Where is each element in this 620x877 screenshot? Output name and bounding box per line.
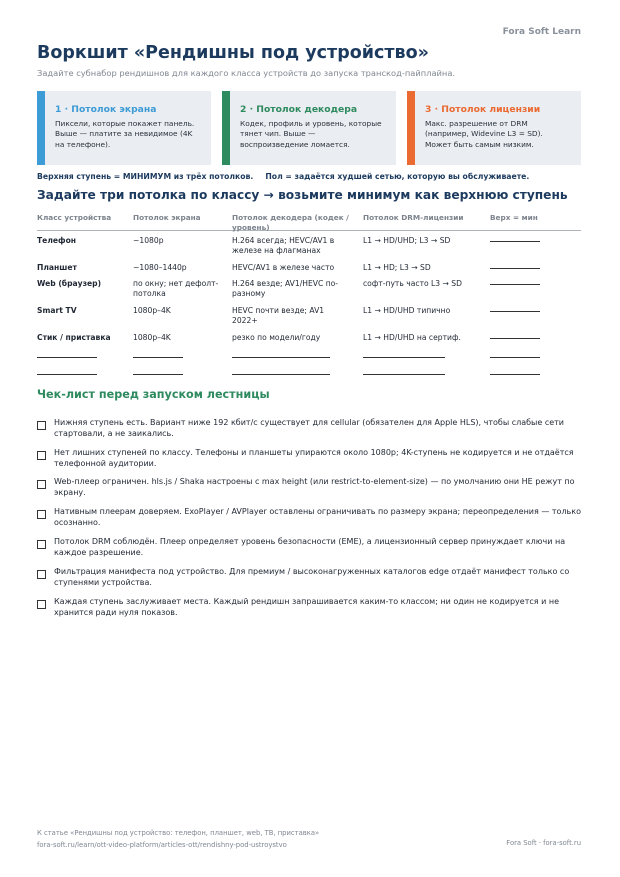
blank-top-min[interactable] bbox=[490, 311, 540, 312]
checklist-text: Нижняя ступень есть. Вариант ниже 192 кбит/с существует для cellular (обязателен для Apple HLS), чтобы слабые сети стартовали, а не заикались. bbox=[54, 418, 564, 438]
card-text: Макс. разрешение от DRM (например, Widevine L3 = SD). Может быть самым низким. bbox=[425, 119, 543, 149]
checklist-text: Нативным плеерам доверяем. ExoPlayer / AVPlayer оставлены ограничивать по размеру экрана; переопределения — только осознанно. bbox=[54, 507, 581, 527]
table-row bbox=[37, 333, 581, 347]
cell-decoder: HEVC почти везде; AV1 2022+ bbox=[232, 306, 325, 325]
checkbox[interactable] bbox=[37, 510, 46, 519]
cell-decoder: HEVC/AV1 в железе часто bbox=[232, 263, 335, 272]
card-accent-bar bbox=[37, 91, 45, 165]
table-row-blank[interactable] bbox=[37, 366, 581, 380]
header-decoder-ceiling: Потолок декодера (кодек / уровень) bbox=[232, 213, 349, 232]
cell-device: Телефон bbox=[37, 236, 77, 245]
footer-right[interactable]: Fora Soft · fora-soft.ru bbox=[506, 839, 581, 847]
header-top-min: Верх = мин bbox=[490, 213, 538, 222]
header-device-class: Класс устройства bbox=[37, 213, 112, 222]
table-row-blank[interactable] bbox=[37, 349, 581, 363]
cell-drm: L1 → HD; L3 → SD bbox=[363, 263, 431, 272]
header-drm-ceiling: Потолок DRM-лицензии bbox=[363, 213, 464, 222]
page-title: Воркшит «Рендишны под устройство» bbox=[37, 43, 429, 63]
cell-screen: по окну; нет дефолт-потолка bbox=[133, 279, 219, 298]
checkbox[interactable] bbox=[37, 540, 46, 549]
table-row bbox=[37, 279, 581, 303]
blank-top-min[interactable] bbox=[490, 241, 540, 242]
cell-screen: 1080p–4K bbox=[133, 306, 171, 315]
cell-device: Smart TV bbox=[37, 306, 77, 315]
blank-top-min[interactable] bbox=[490, 284, 540, 285]
checklist-text: Web-плеер ограничен. hls.js / Shaka настроены с max height (или restrict-to-element-size) — по умолчанию они НЕ режут по экрану. bbox=[54, 477, 575, 497]
card-title: 3 · Потолок лицензии bbox=[425, 104, 541, 115]
blank-drm[interactable] bbox=[363, 374, 445, 375]
blank-screen[interactable] bbox=[133, 374, 183, 375]
table-header bbox=[37, 212, 581, 231]
card-decoder-ceiling bbox=[222, 91, 396, 165]
card-title: 1 · Потолок экрана bbox=[55, 104, 157, 115]
blank-top-min[interactable] bbox=[490, 268, 540, 269]
blank-top-min[interactable] bbox=[490, 357, 540, 358]
cell-decoder: H.264 везде; AV1/HEVC по-разному bbox=[232, 279, 339, 298]
checkbox[interactable] bbox=[37, 421, 46, 430]
card-screen-ceiling bbox=[37, 91, 211, 165]
cell-screen: 1080p–4K bbox=[133, 333, 171, 342]
checkbox[interactable] bbox=[37, 480, 46, 489]
card-accent-bar bbox=[407, 91, 415, 165]
rule-top: Верхняя ступень = МИНИМУМ из трёх потолков. bbox=[37, 172, 254, 181]
footer-link[interactable]: fora-soft.ru/learn/ott-video-platform/articles-ott/rendishny-pod-ustroystvo bbox=[37, 841, 287, 849]
cell-decoder: резко по модели/году bbox=[232, 333, 321, 342]
blank-top-min[interactable] bbox=[490, 374, 540, 375]
footer-left bbox=[37, 827, 319, 851]
header-screen-ceiling: Потолок экрана bbox=[133, 213, 201, 222]
cell-drm: L1 → HD/UHD; L3 → SD bbox=[363, 236, 451, 245]
footer-article: К статье «Рендишны под устройство: телефон, планшет, web, ТВ, приставка» bbox=[37, 829, 320, 837]
checkbox[interactable] bbox=[37, 570, 46, 579]
checklist-text: Нет лишних ступеней по классу. Телефоны и планшеты упираются около 1080p; 4K-ступень не кодируется и не отдаётся телефонной аудитории. bbox=[54, 448, 574, 468]
cell-device: Планшет bbox=[37, 263, 77, 272]
brand-label: Fora Soft Learn bbox=[502, 27, 581, 37]
card-title: 2 · Потолок декодера bbox=[240, 104, 358, 115]
cell-drm: L1 → HD/UHD типично bbox=[363, 306, 451, 315]
checkbox[interactable] bbox=[37, 600, 46, 609]
cell-device: Web (браузер) bbox=[37, 279, 102, 288]
cell-drm: L1 → HD/UHD на сертиф. bbox=[363, 333, 461, 342]
card-text: Кодек, профиль и уровень, которые тянет чип. Выше — воспроизведение ломается. bbox=[240, 119, 382, 149]
table-row bbox=[37, 306, 581, 330]
checklist-text: Каждая ступень заслуживает места. Каждый рендишн запрашивается каким-то классом; ни один не кодируется и не хранится ради нуля показов. bbox=[54, 597, 560, 617]
checklist-text: Потолок DRM соблюдён. Плеер определяет уровень безопасности (EME), а лицензионный сервер принуждает ключи на каждое разрешение. bbox=[54, 537, 566, 557]
rule-note bbox=[37, 172, 529, 181]
table-heading: Задайте три потолка по классу → возьмите минимум как верхнюю ступень bbox=[37, 188, 568, 202]
card-license-ceiling bbox=[407, 91, 581, 165]
card-accent-bar bbox=[222, 91, 230, 165]
device-table bbox=[37, 212, 581, 342]
cell-drm: софт-путь часто L3 → SD bbox=[363, 279, 462, 288]
card-text: Пиксели, которые покажет панель. Выше — платите за невидимое (4K на телефоне). bbox=[55, 119, 195, 149]
ceiling-cards bbox=[37, 91, 581, 165]
cell-screen: ~1080p bbox=[133, 236, 164, 245]
blank-drm[interactable] bbox=[363, 357, 445, 358]
cell-screen: ~1080–1440p bbox=[133, 263, 187, 272]
blank-device[interactable] bbox=[37, 374, 97, 375]
blank-device[interactable] bbox=[37, 357, 97, 358]
page-subtitle: Задайте субнабор рендишнов для каждого класса устройств до запуска транскод-пайплайна. bbox=[37, 68, 456, 78]
rule-floor: Пол = задаётся худшей сетью, которую вы обслуживаете. bbox=[265, 172, 530, 181]
cell-device: Стик / приставка bbox=[37, 333, 111, 342]
checklist-text: Фильтрация манифеста под устройство. Для премиум / высоконагруженных каталогов edge отдаёт манифест только со ступенями устройства. bbox=[54, 567, 570, 587]
blank-top-min[interactable] bbox=[490, 338, 540, 339]
checkbox[interactable] bbox=[37, 451, 46, 460]
blank-decoder[interactable] bbox=[232, 374, 330, 375]
cell-decoder: H.264 всегда; HEVC/AV1 в железе на флагманах bbox=[232, 236, 335, 255]
blank-screen[interactable] bbox=[133, 357, 183, 358]
blank-decoder[interactable] bbox=[232, 357, 330, 358]
table-row bbox=[37, 236, 581, 260]
table-row bbox=[37, 263, 581, 277]
checklist-heading: Чек-лист перед запуском лестницы bbox=[37, 388, 270, 401]
